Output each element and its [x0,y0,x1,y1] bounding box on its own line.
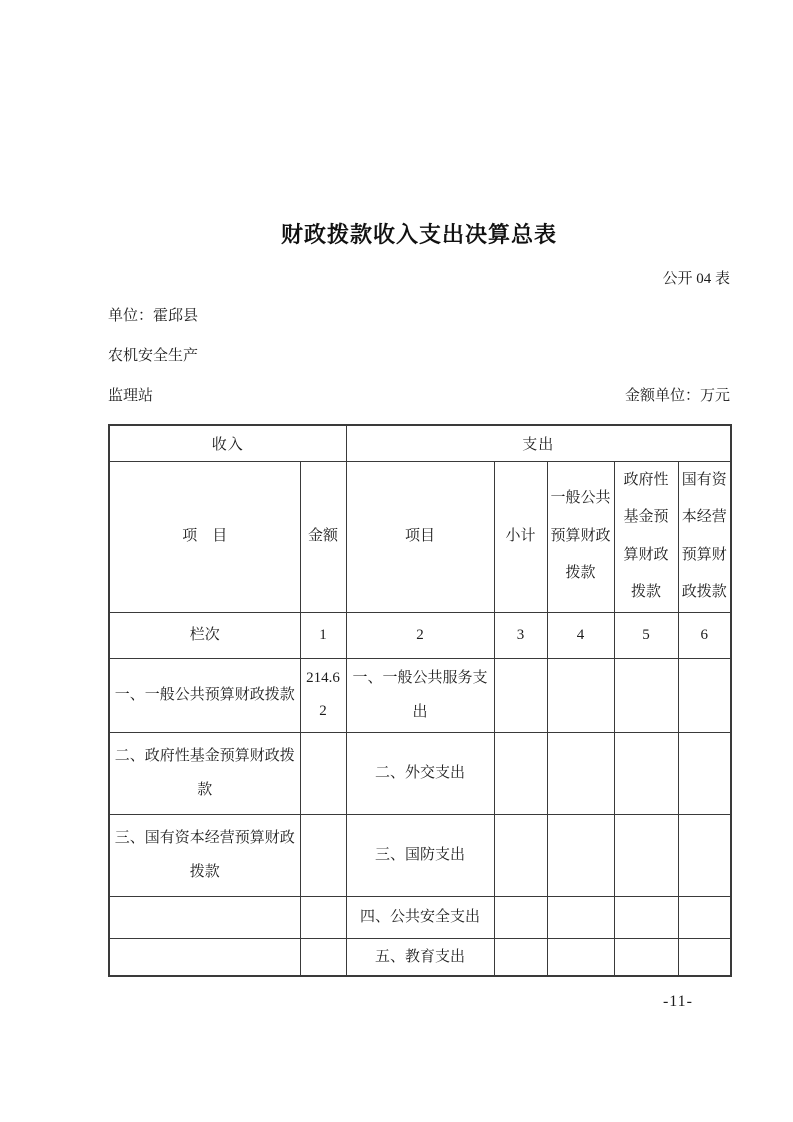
state-capital-cell [678,658,731,732]
expenditure-item-cell: 四、公共安全支出 [346,896,494,938]
page-title: 财政拨款收入支出决算总表 [280,222,557,247]
subtotal-cell [494,896,547,938]
lanci-label: 栏次 [109,612,300,658]
table-group-header-row [109,425,731,461]
state-capital-cell [678,814,731,896]
unit-amount-row [108,387,730,405]
unit-name-line-1: 单位：霍邱县 [108,308,199,324]
lanci-2: 2 [346,612,494,658]
col-header-income-item: 项 目 [109,461,300,612]
general-budget-cell [547,896,614,938]
gov-fund-cell [614,896,678,938]
col-header-exp-item: 项目 [346,461,494,612]
amount-cell: 214.62 [300,658,346,732]
lanci-5: 5 [614,612,678,658]
table-row [109,938,731,976]
gov-fund-cell [614,814,678,896]
col-header-gov-fund: 政府性基金预算财政拨款 [614,461,678,612]
subtotal-cell [494,938,547,976]
unit-name-line-2: 农机安全生产 [108,348,199,364]
table-row [109,732,731,814]
table-row [109,896,731,938]
col-header-amount: 金额 [300,461,346,612]
lanci-6: 6 [678,612,731,658]
col-header-subtotal: 小计 [494,461,547,612]
expenditure-item-cell: 五、教育支出 [346,938,494,976]
page-number: -11- [662,993,693,1010]
income-group-header: 收入 [109,425,346,461]
state-capital-cell [678,732,731,814]
expenditure-group-header: 支出 [346,425,731,461]
document-content [108,0,730,977]
amount-cell [300,938,346,976]
column-index-row [109,612,731,658]
subtotal-cell [494,814,547,896]
subtotal-cell [494,732,547,814]
table-row [109,814,731,896]
amount-unit-label: 金额单位：万元 [624,388,730,404]
expenditure-item-cell: 一、一般公共服务支出 [346,658,494,732]
general-budget-cell [547,658,614,732]
income-item-cell: 三、国有资本经营预算财政拨款 [109,814,300,896]
lanci-4: 4 [547,612,614,658]
income-item-cell [109,896,300,938]
amount-cell [300,814,346,896]
income-item-cell: 一、一般公共预算财政拨款 [109,658,300,732]
table-row [109,658,731,732]
col-header-state-capital: 国有资本经营预算财政拨款 [678,461,731,612]
expenditure-item-cell: 三、国防支出 [346,814,494,896]
state-capital-cell [678,896,731,938]
lanci-3: 3 [494,612,547,658]
table-column-header-row [109,461,731,612]
col-header-general-budget: 一般公共预算财政拨款 [547,461,614,612]
general-budget-cell [547,814,614,896]
amount-cell [300,896,346,938]
general-budget-cell [547,938,614,976]
general-budget-cell [547,732,614,814]
income-item-cell: 二、政府性基金预算财政拨款 [109,732,300,814]
form-number-label: 公开 04 表 [662,271,730,287]
gov-fund-cell [614,732,678,814]
subtotal-cell [494,658,547,732]
lanci-1: 1 [300,612,346,658]
income-item-cell [109,938,300,976]
state-capital-cell [678,938,731,976]
amount-cell [300,732,346,814]
gov-fund-cell [614,938,678,976]
expenditure-item-cell: 二、外交支出 [346,732,494,814]
fiscal-appropriation-table [108,424,732,977]
gov-fund-cell [614,658,678,732]
unit-name-line-3: 监理站 [108,388,154,404]
